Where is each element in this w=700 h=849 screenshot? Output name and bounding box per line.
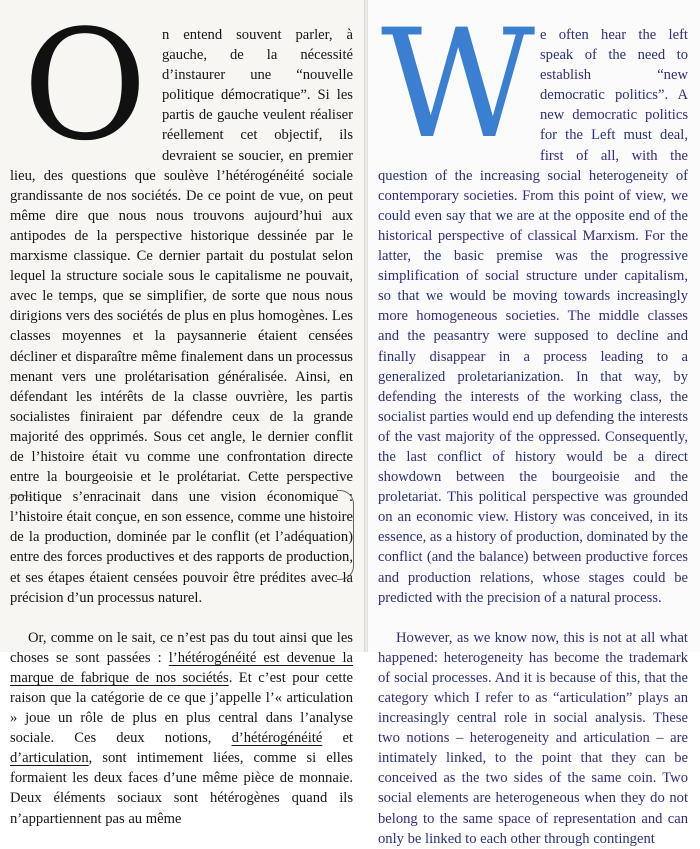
drop-cap-o xyxy=(10,0,160,174)
underlined-articulation: d’articulation xyxy=(10,750,89,767)
english-paragraph-2: However, as we know now, this is not at all what happened: heterogeneity has become the trademark of social processes. And it is because of this, that the category which I refer to as “articulation” plays an increasingly central role in social analysis. These two notions – heterogeneity and articulation – are intimately linked, to the point that they can be conceived as the two sides of the same coin. Two social elements are heterogeneous when they do not belong to the same space of representation and can only be linked to each other through contingent xyxy=(378,629,688,847)
french-p2-text-c: et xyxy=(322,730,353,747)
drop-cap-w xyxy=(378,0,538,172)
french-paragraph-1: n entend souvent parler, à gauche, de la nécessité d’instaurer une “nouvelle politique démocratique”. Si les partis de gauche veulent réaliser réellement cet objectif, ils devraient se soucier, en premier lieu, des questions que soulève l’hétérogénéité sociale grandissante de nos sociétés. De ce point de vue, on peut même dire que nous nous trouvons aujourd’hui aux antipodes de la perspective historique dessinée par le marxisme classique. Ce dernier partait du postulat selon lequel la structure sociale sous le capitalisme ne pouvait, avec le temps, que se simplifier, de sorte que nous nous dirigions vers des sociétés de plus en plus homogènes. Les classes moyennes et la paysannerie étaient censées décliner et disparaître même finalement dans un processus menant vers une prolétarisation généralisée. Ainsi, en défendant les intérêts de la classe ouvrière, les partis socialistes finiraient par défendre ceux de la grande majorité des opprimés. Sous cet angle, le dernier conflit de l’histoire était vu comme une confrontation directe entre la bourgeoisie et le prolétariat. Cette perspective politique s’enracinait dans une vision économique : l’histoire était conçue, en son essence, comme une histoire de la production, dominée par le conflit (et l’adéquation) entre des forces productives et des rapports de production, et ses étapes étaient censées pouvoir être prédites avec la précision d’un processus naturel. xyxy=(10,27,353,606)
book-gutter xyxy=(364,0,368,652)
pencil-mark xyxy=(8,495,34,508)
pencil-bracket xyxy=(337,490,354,580)
french-text-column xyxy=(10,0,353,829)
drop-cap-o-letter: O xyxy=(22,0,148,174)
french-p2-text-a: Or, comme on le sait, ce n’est pas du tout ainsi que les choses se sont passées : xyxy=(10,629,353,666)
french-p2-text-d: , sont intimement liées, comme si elles formaient les deux faces d’une même pièce de monnaie. Deux éléments sociaux sont hétérogènes quand ils n’appartiennent pas au même xyxy=(10,750,353,827)
french-paragraph-2 xyxy=(10,628,353,829)
english-paragraph-1: e often hear the left speak of the need to establish “new democratic politics”. A new democratic politics for the Left must deal, first of all, with the question of the increasing social heterogeneity of contemporary societies. From this point of view, we could even say that we are at the opposite end of the historical perspective of classical Marxism. For the latter, the basic premise was the progressive simplification of social structure under capitalism, so that we would be moving towards increasingly more homogeneous societies. The middle classes and the peasantry were supposed to decline and finally disappear in a process leading to a generalized proletarianization. In that way, by defending the interests of the working class, the socialist parties would end up defending the interests of the vast majority of the oppressed. Consequently, the last conflict of history would be a direct showdown between the bourgeoisie and the proletariat. This political perspective was grounded on an economic view. History was conceived, in its essence, as a history of production, dominated by the conflict (and the balance) between productive forces and production relations, whose stages could be predicted with the precision of a natural process. xyxy=(378,27,688,606)
underlined-heterogeneity-phrase: l’hétérogénéité est devenue la marque de fabrique de nos sociétés xyxy=(10,649,353,686)
underlined-heterogeneite: d’hétérogénéité xyxy=(231,730,323,747)
english-text-column xyxy=(378,0,688,849)
drop-cap-w-letter: W xyxy=(380,0,536,172)
french-p2-text-b: . Et c’est pour cette raison que la catégorie de ce que j’appelle l’« articulation » joue un rôle de plus en plus central dans l’analyse sociale. Ces deux notions, xyxy=(10,669,353,747)
